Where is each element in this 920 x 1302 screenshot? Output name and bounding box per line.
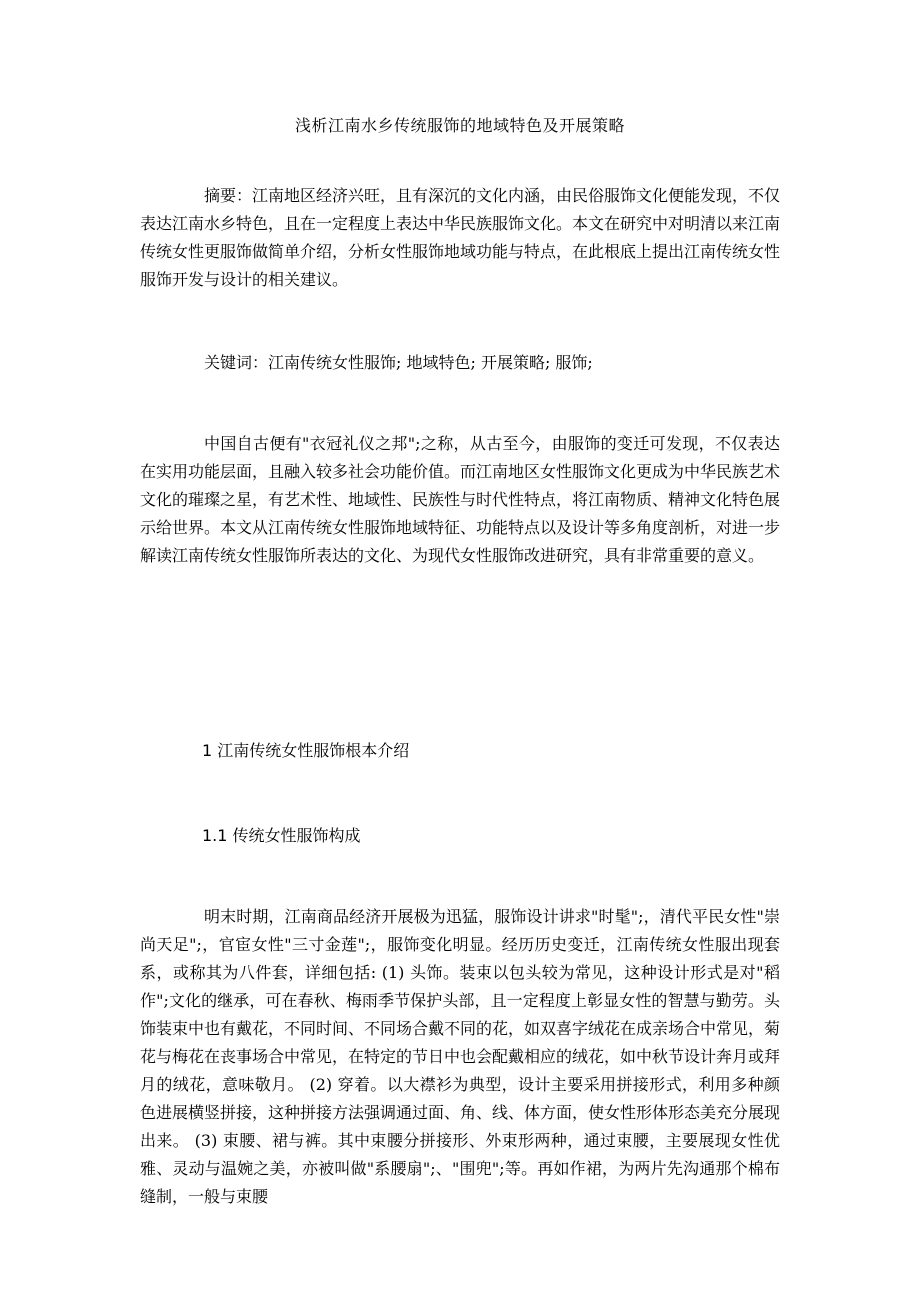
- body-paragraph: 明末时期，江南商品经济开展极为迅猛，服饰设计讲求"时髦";，清代平民女性"崇尚天足";，官宦女性"三寸金莲";，服饰变化明显。经历历史变迁，江南传统女性服出现套系，或称其为八件套，详细包括: (1) 头饰。装束以包头较为常见，这种设计形式是对"稻作";文化的继承，可在春秋、梅雨季节保护头部，且一定程度上彰显女性的智慧与勤劳。头饰装束中也有戴花，不同时间、不同场合戴不同的花，如双喜字绒花在成亲场合中常见，菊花与梅花在丧事场合中常见，在特定的节日中也会配戴相应的绒花，如中秋节设计奔月或拜月的绒花，意味敬月。 (2) 穿着。以大襟衫为典型，设计主要采用拼接形式，利用多种颜色进展横竖拼接，这种拼接方法强调通过面、角、线、体方面，使女性形体形态美充分展现出来。 (3) 束腰、裙与裤。其中束腰分拼接形、外束形两种，通过束腰，主要展现女性优雅、灵动与温婉之美，亦被叫做"系腰扇";、"围兜";等。再如作裙，为两片先沟通那个棉布缝制，一般与束腰: [140, 907, 781, 1206]
- section-heading-1: 1 江南传统女性服饰根本介绍: [202, 741, 410, 760]
- section-heading-1-1: 1.1 传统女性服饰构成: [202, 826, 361, 845]
- document-title: 浅析江南水乡传统服饰的地域特色及开展策略: [294, 116, 625, 135]
- keywords-paragraph: 关键词：江南传统女性服饰; 地域特色; 开展策略; 服饰;: [204, 353, 593, 372]
- abstract-paragraph: 摘要：江南地区经济兴旺，且有深沉的文化内涵，由民俗服饰文化便能发现，不仅表达江南水乡特色，且在一定程度上表达中华民族服饰文化。本文在研究中对明清以来江南传统女性更服饰做简单介绍，分析女性服饰地域功能与特点，在此根底上提出江南传统女性服饰开发与设计的相关建议。: [140, 186, 781, 289]
- intro-paragraph: 中国自古便有"衣冠礼仪之邦";之称，从古至今，由服饰的变迁可发现，不仅表达在实用功能层面，且融入较多社会功能价值。而江南地区女性服饰文化更成为中华民族艺术文化的璀璨之星，有艺术性、地域性、民族性与时代性特点，将江南物质、精神文化特色展示给世界。本文从江南传统女性服饰地域特征、功能特点以及设计等多角度剖析，对进一步解读江南传统女性服饰所表达的文化、为现代女性服饰改进研究，具有非常重要的意义。: [140, 434, 781, 565]
